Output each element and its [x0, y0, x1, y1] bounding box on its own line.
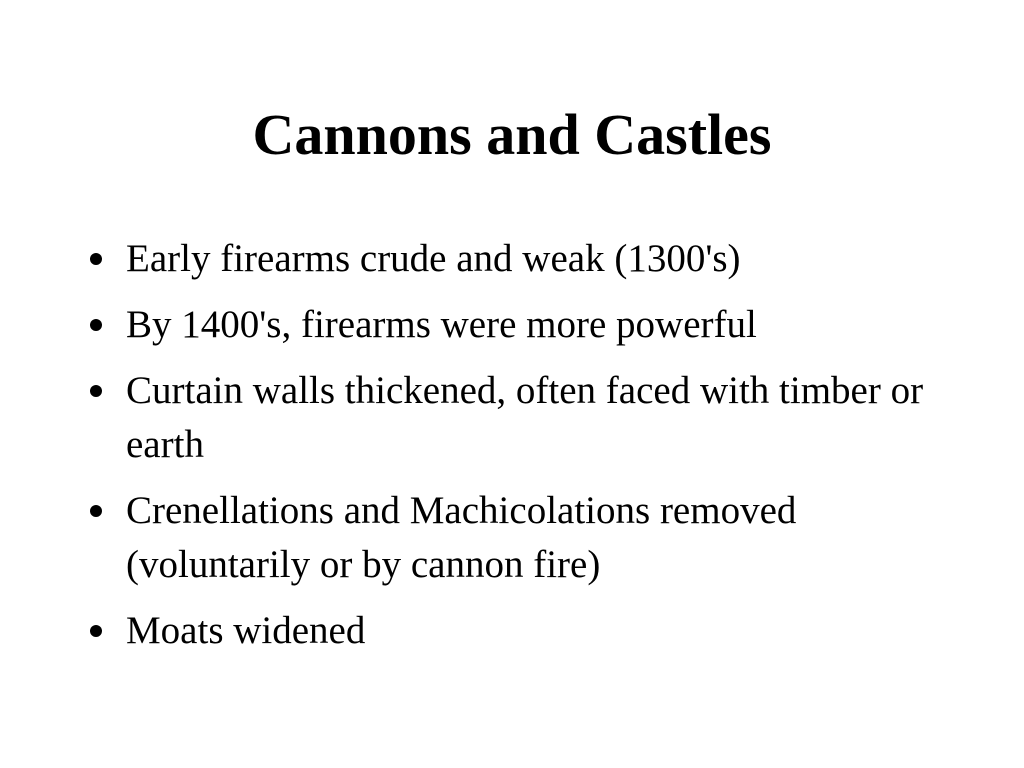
bullet-text: Crenellations and Machicolations removed (voluntarily or by cannon fire): [126, 489, 797, 586]
bullet-text: By 1400's, firearms were more powerful: [126, 303, 757, 346]
bullet-text: Moats widened: [126, 609, 366, 652]
bullet-point-icon: [90, 385, 102, 397]
bullet-point-icon: [90, 625, 102, 637]
bullet-text: Early firearms crude and weak (1300's): [126, 237, 741, 280]
bullet-item: [84, 298, 964, 352]
bullet-point-icon: [90, 505, 102, 517]
bullet-list: [84, 232, 964, 670]
bullet-item: [84, 484, 964, 592]
slide-title: Cannons and Castles: [252, 102, 772, 167]
bullet-item: [84, 232, 964, 286]
bullet-text: Curtain walls thickened, often faced with timber or earth: [126, 369, 924, 466]
bullet-point-icon: [90, 253, 102, 265]
bullet-item: [84, 364, 964, 472]
bullet-point-icon: [90, 319, 102, 331]
bullet-item: [84, 604, 964, 658]
